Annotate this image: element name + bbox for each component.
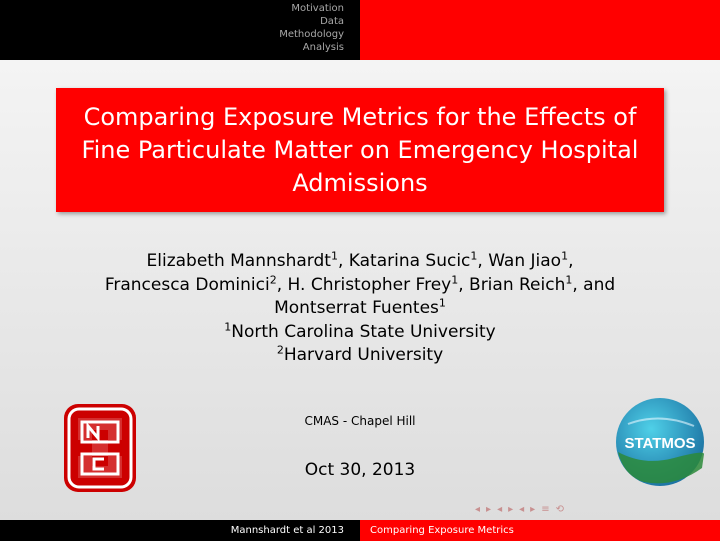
author-line-1 (40, 250, 680, 274)
nav-item-methodology[interactable]: Methodology (279, 29, 344, 40)
presentation-date: Oct 30, 2013 (304, 460, 416, 480)
nav-section-icon[interactable]: ◂ (519, 504, 525, 515)
section-nav (279, 2, 344, 54)
affiliation-mark: 1 (561, 249, 569, 263)
footer-title: Comparing Exposure Metrics (360, 520, 720, 541)
affiliation-mark: 2 (269, 272, 277, 286)
header-bar (0, 0, 720, 60)
affiliation-mark: 2 (276, 343, 284, 357)
nav-next-icon[interactable]: ▸ (530, 504, 536, 515)
title-line-2: Fine Particulate Matter on Emergency Hospital (81, 135, 639, 164)
author-name: , Brian Reich (458, 274, 566, 295)
header-left (0, 0, 360, 60)
affiliation-mark: 1 (438, 296, 446, 310)
author-line-2 (40, 274, 680, 298)
statmos-logo-text: STATMOS (624, 435, 696, 452)
affiliation-mark: 1 (330, 249, 338, 263)
author-line-3 (40, 297, 680, 321)
nav-item-motivation[interactable]: Motivation (291, 3, 344, 14)
affiliation-1 (40, 321, 680, 345)
beamer-navigation (475, 504, 564, 515)
title-line-3: Admissions (292, 168, 428, 197)
affiliation-mark: 1 (451, 272, 459, 286)
title-line-1: Comparing Exposure Metrics for the Effects of (83, 102, 637, 131)
affiliation-name: North Carolina State University (231, 321, 496, 342)
nav-item-data[interactable]: Data (320, 16, 344, 27)
ncstate-logo-icon (64, 404, 136, 492)
nav-search-icon[interactable]: ⟲ (555, 504, 564, 515)
nav-item-analysis[interactable]: Analysis (302, 42, 344, 53)
nav-subsection-icon[interactable]: ▸ (508, 504, 514, 515)
nav-align-icon[interactable]: ≡ (541, 504, 550, 515)
separator: , and (572, 274, 616, 295)
affiliation-mark: 1 (565, 272, 573, 286)
header-right (360, 0, 720, 60)
nav-first-icon[interactable]: ◂ (475, 504, 481, 515)
statmos-logo-icon (614, 396, 706, 488)
affiliation-mark: 1 (224, 319, 232, 333)
separator: , (568, 251, 574, 271)
conference-label: CMAS - Chapel Hill (304, 414, 416, 428)
author-name: Montserrat Fuentes (274, 298, 439, 318)
footer-bar (0, 520, 720, 541)
title-box (56, 88, 664, 212)
affiliation-mark: 1 (470, 249, 478, 263)
author-name: , H. Christopher Frey (276, 274, 452, 295)
slide-title (65, 101, 655, 200)
footer-author: Mannshardt et al 2013 (0, 520, 360, 541)
nav-prev-icon[interactable]: ◂ (497, 504, 503, 515)
affiliation-name: Harvard University (283, 345, 444, 365)
author-name: , Katarina Sucic (337, 251, 471, 271)
affiliation-2 (40, 344, 680, 368)
author-block (40, 250, 680, 368)
author-name: , Wan Jiao (477, 251, 562, 271)
author-name: Elizabeth Mannshardt (146, 251, 331, 271)
author-name: Francesca Dominici (104, 274, 270, 295)
nav-frame-icon[interactable]: ▸ (486, 504, 492, 515)
